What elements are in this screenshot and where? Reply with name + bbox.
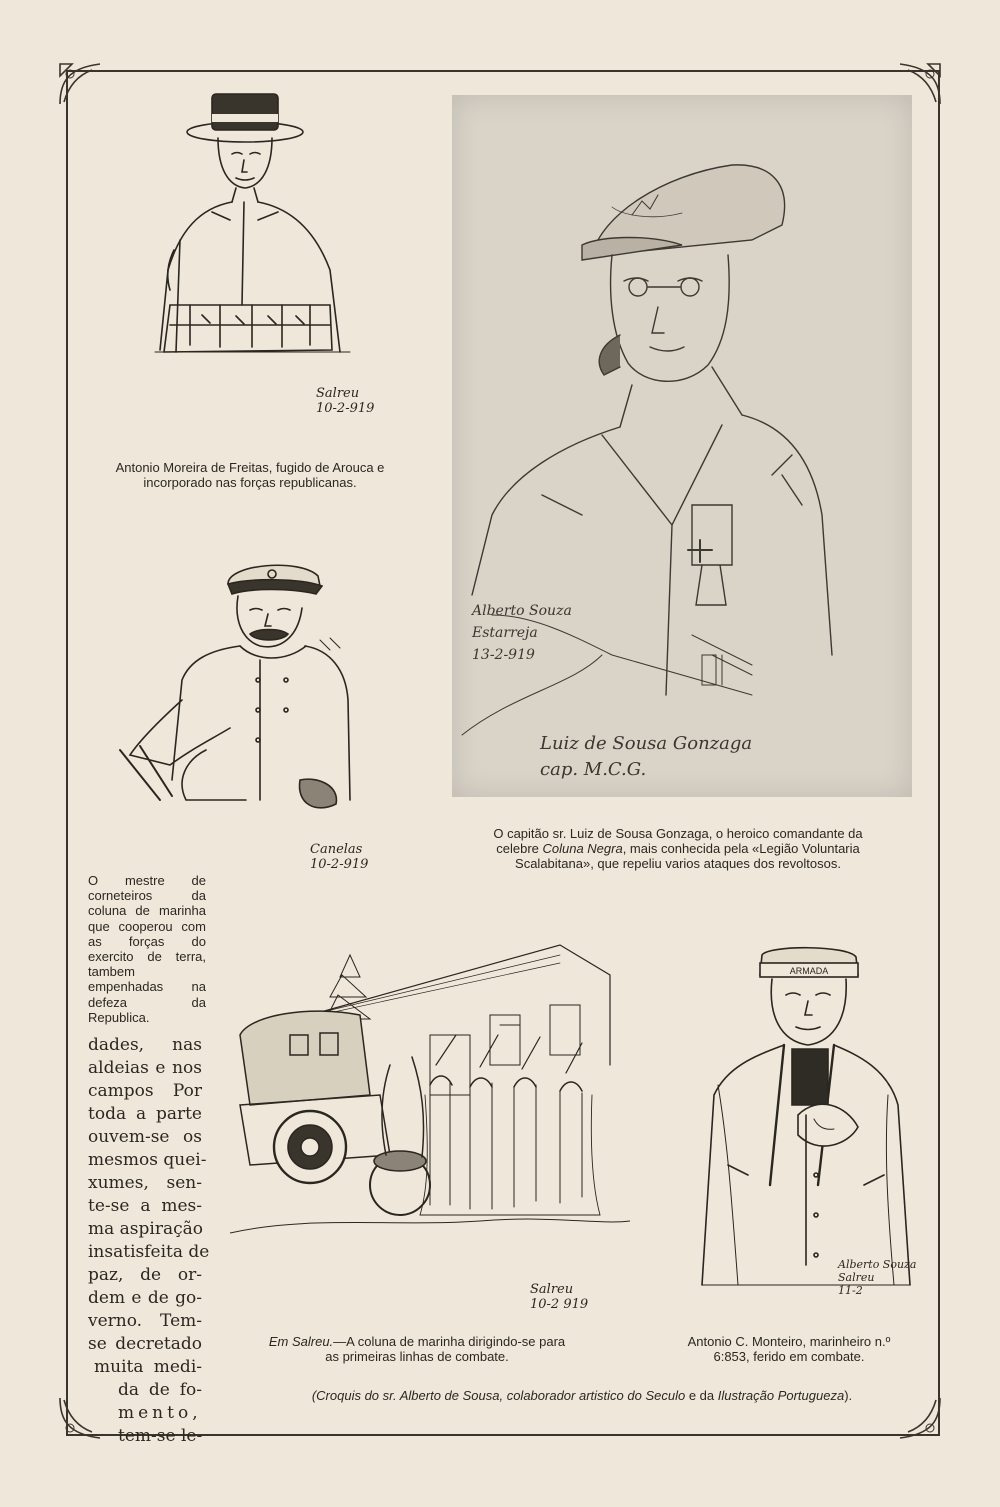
article-line: verno. Tem- <box>88 1311 202 1331</box>
photo-autograph-gonzaga: Luiz de Sousa Gonzaga cap. M.C.G. <box>540 733 753 780</box>
photo-signature-gonzaga: Alberto Souza Estarreja 13-2-919 <box>472 603 572 663</box>
article-line: tem-se le- <box>118 1426 203 1446</box>
article-line: ouvem-se os <box>88 1127 202 1147</box>
monteiro-cap-band-text: ARMADA <box>789 966 829 976</box>
article-line: mesmos quei- <box>88 1150 207 1170</box>
article-line: campos Por <box>88 1081 202 1101</box>
article-line: muita medi- <box>94 1357 202 1377</box>
article-line: paz, de or- <box>88 1265 202 1285</box>
corner-ornament-bottom-right <box>898 1396 942 1440</box>
caption-monteiro: Antonio C. Monteiro, marinheiro n.º 6:853, ferido em combate. <box>687 1334 891 1364</box>
article-line: mento, <box>118 1403 202 1423</box>
article-line: da de fo- <box>118 1380 202 1400</box>
sketch-freitas <box>140 90 360 380</box>
article-line: toda a parte <box>88 1104 202 1124</box>
sketch-mestre-corneteiros <box>110 550 360 840</box>
caption-mestre: O mestre de corneteiros da coluna de marinha que cooperou com as forças do exercito de terra, tambem empenhadas na defeza da Republica. <box>88 873 206 1025</box>
signature-mestre: Canelas 10-2-919 <box>310 842 369 872</box>
corner-ornament-top-left <box>58 62 102 106</box>
article-line: insatisfeita de <box>88 1242 210 1262</box>
caption-gonzaga: O capitão sr. Luiz de Sousa Gonzaga, o heroico comandante da celebre Coluna Negra, mais conhecida pela «Legião Voluntaria Scalabitana», que repeliu varios ataques dos revoltosos. <box>493 826 863 871</box>
article-line: ma aspiração <box>88 1219 203 1239</box>
sketch-salreu-column <box>230 915 630 1245</box>
footer-credit: (Croquis do sr. Alberto de Sousa, colaborador artistico do Seculo e da Ilustração Portugueza). <box>311 1388 853 1403</box>
caption-salreu: Em Salreu.—A coluna de marinha dirigindo-se para as primeiras linhas de combate. <box>268 1334 566 1364</box>
article-line: te-se a mes- <box>88 1196 202 1216</box>
photo-gonzaga <box>452 95 912 797</box>
signature-monteiro: Alberto Souza Salreu 11-2 <box>838 1258 917 1297</box>
article-line: se decretado <box>88 1334 202 1354</box>
caption-freitas: Antonio Moreira de Freitas, fugido de Arouca e incorporado nas forças republicanas. <box>115 460 385 490</box>
signature-freitas: Salreu 10-2-919 <box>316 386 375 416</box>
article-line: aldeias e nos <box>88 1058 202 1078</box>
article-line: dades, nas <box>88 1035 202 1055</box>
article-column-text <box>88 1034 210 1448</box>
article-line: dem e de go- <box>88 1288 202 1308</box>
signature-salreu: Salreu 10-2 919 <box>530 1282 589 1312</box>
article-line: xumes, sen- <box>88 1173 202 1193</box>
